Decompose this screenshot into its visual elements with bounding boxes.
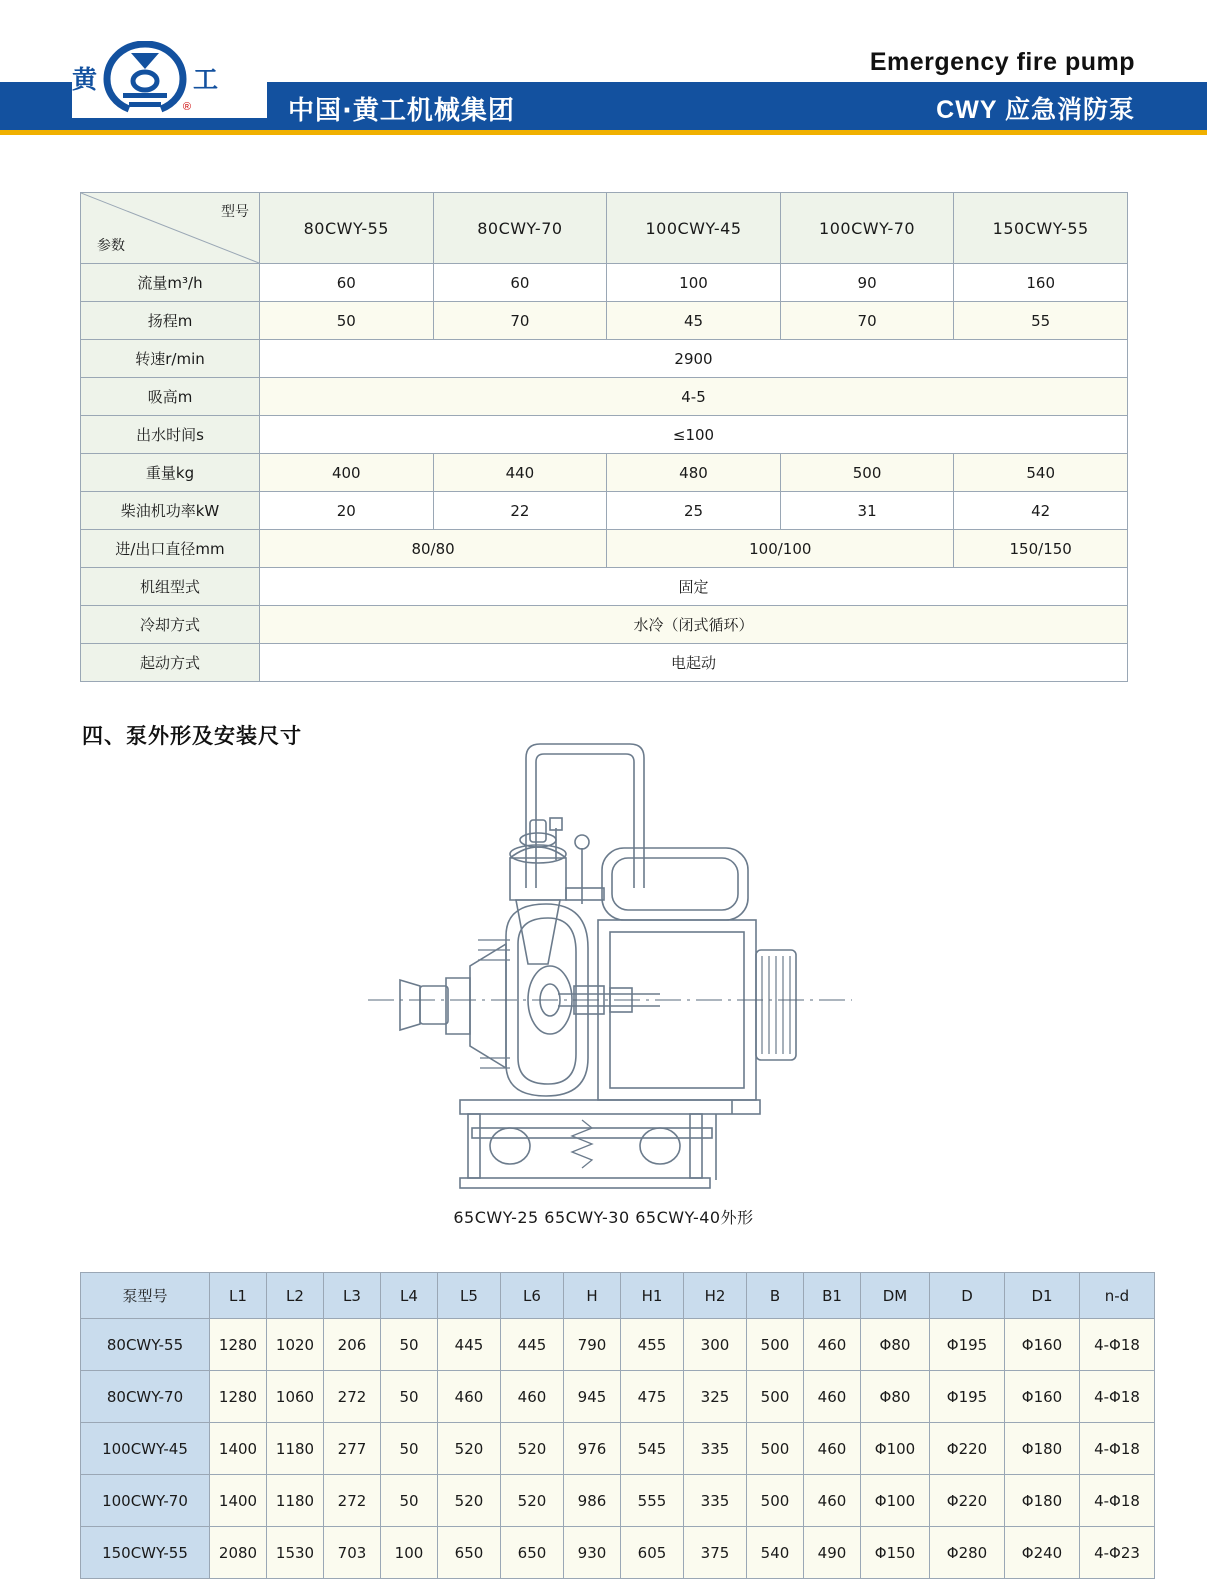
table-cell: 1060 (267, 1371, 324, 1423)
table-cell: 25 (607, 492, 781, 530)
model-header-2: 80CWY-70 (433, 193, 607, 264)
table-cell: Φ180 (1005, 1423, 1080, 1475)
table-cell: 1280 (210, 1319, 267, 1371)
table-cell: 45 (607, 302, 781, 340)
table-cell: 400 (260, 454, 434, 492)
company-logo (72, 38, 267, 118)
table-cell: 703 (324, 1527, 381, 1579)
corner-param-label: 参数 (97, 238, 125, 254)
table-cell: 1020 (267, 1319, 324, 1371)
column-header-h2: H2 (684, 1273, 747, 1319)
table-cell: 4-Φ18 (1080, 1423, 1155, 1475)
table-cell: 500 (780, 454, 954, 492)
table-cell: 电起动 (260, 644, 1128, 682)
table-cell: 976 (564, 1423, 621, 1475)
table-cell: 455 (621, 1319, 684, 1371)
table-row (81, 454, 1128, 492)
table-cell: 540 (954, 454, 1128, 492)
table-cell: 1280 (210, 1371, 267, 1423)
table-cell: Φ150 (861, 1527, 930, 1579)
table-cell: 930 (564, 1527, 621, 1579)
table-row (81, 416, 1128, 454)
table-cell: Φ240 (1005, 1527, 1080, 1579)
table-cell: 水冷（闭式循环） (260, 606, 1128, 644)
table-cell: 1180 (267, 1475, 324, 1527)
table-row (81, 1319, 1155, 1371)
table-cell: Φ80 (861, 1371, 930, 1423)
param-label-cell: 进/出口直径mm (81, 530, 260, 568)
table-cell: 445 (438, 1319, 501, 1371)
param-label-cell: 流量m³/h (81, 264, 260, 302)
table-cell: 520 (501, 1475, 564, 1527)
table-cell: 70 (433, 302, 607, 340)
table-cell: 445 (501, 1319, 564, 1371)
table-cell: Φ160 (1005, 1319, 1080, 1371)
table-row (81, 1475, 1155, 1527)
table-cell: 555 (621, 1475, 684, 1527)
table-cell: 206 (324, 1319, 381, 1371)
table-cell: Φ280 (930, 1527, 1005, 1579)
logo-left-char: 黄 (72, 67, 98, 94)
logo-right-char: 工 (193, 67, 219, 94)
table-cell: 335 (684, 1423, 747, 1475)
table-cell: 500 (747, 1475, 804, 1527)
param-label-cell: 柴油机功率kW (81, 492, 260, 530)
table-cell: 固定 (260, 568, 1128, 606)
table-cell: 490 (804, 1527, 861, 1579)
row-model-cell: 150CWY-55 (81, 1527, 210, 1579)
table-cell: 22 (433, 492, 607, 530)
param-label-cell: 转速r/min (81, 340, 260, 378)
table-row (81, 1371, 1155, 1423)
table-cell: 520 (438, 1423, 501, 1475)
dimensions-table-body (81, 1319, 1155, 1579)
column-header-d: D (930, 1273, 1005, 1319)
section-title: 四、泵外形及安装尺寸 (82, 724, 302, 748)
table-cell: 50 (260, 302, 434, 340)
column-header-h: H (564, 1273, 621, 1319)
logo-emblem-icon (101, 41, 192, 115)
table-cell: Φ195 (930, 1319, 1005, 1371)
table-cell: 42 (954, 492, 1128, 530)
table-cell: 20 (260, 492, 434, 530)
brand-name-cn: 中国·黄工机械集团 (288, 96, 515, 126)
table-cell: 4-Φ18 (1080, 1475, 1155, 1527)
table-cell: 460 (804, 1475, 861, 1527)
table-row (81, 378, 1128, 416)
column-header-model: 泵型号 (81, 1273, 210, 1319)
table-cell: 460 (804, 1371, 861, 1423)
table-cell: ≤100 (260, 416, 1128, 454)
column-header-l3: L3 (324, 1273, 381, 1319)
table-cell: 500 (747, 1319, 804, 1371)
table-cell: 4-5 (260, 378, 1128, 416)
table-cell: 4-Φ23 (1080, 1527, 1155, 1579)
table-cell: 300 (684, 1319, 747, 1371)
table-cell: 375 (684, 1527, 747, 1579)
registered-mark-icon: ® (182, 101, 192, 113)
corner-model-label: 型号 (221, 204, 249, 220)
column-header-d1: D1 (1005, 1273, 1080, 1319)
table-cell: 90 (780, 264, 954, 302)
table-cell: Φ80 (861, 1319, 930, 1371)
specifications-table (80, 192, 1128, 682)
table-cell: 60 (260, 264, 434, 302)
table-cell: Φ100 (861, 1423, 930, 1475)
table-cell: 272 (324, 1475, 381, 1527)
table-row (81, 644, 1128, 682)
header-title-en: Emergency fire pump (869, 48, 1135, 76)
dimensions-table-head (81, 1273, 1155, 1319)
table-cell: Φ160 (1005, 1371, 1080, 1423)
table-row (81, 340, 1128, 378)
table-cell: 50 (381, 1371, 438, 1423)
table-cell: Φ195 (930, 1371, 1005, 1423)
column-header-dm: DM (861, 1273, 930, 1319)
table-cell: 475 (621, 1371, 684, 1423)
column-header-l2: L2 (267, 1273, 324, 1319)
table-row (81, 568, 1128, 606)
header-yellow-underline (0, 130, 1207, 135)
table-cell: 500 (747, 1371, 804, 1423)
table-row (81, 492, 1128, 530)
column-header-l6: L6 (501, 1273, 564, 1319)
table-cell: 650 (501, 1527, 564, 1579)
table-cell: 520 (438, 1475, 501, 1527)
table-row (81, 530, 1128, 568)
table-header-row (81, 193, 1128, 264)
table-cell: 460 (804, 1423, 861, 1475)
table-cell: 31 (780, 492, 954, 530)
table-cell: 1180 (267, 1423, 324, 1475)
table-cell: 605 (621, 1527, 684, 1579)
specifications-table-body (81, 193, 1128, 682)
table-cell: Φ220 (930, 1423, 1005, 1475)
table-cell: 440 (433, 454, 607, 492)
table-cell: 945 (564, 1371, 621, 1423)
table-cell: 335 (684, 1475, 747, 1527)
table-cell: 545 (621, 1423, 684, 1475)
table-cell: Φ180 (1005, 1475, 1080, 1527)
table-cell: 50 (381, 1423, 438, 1475)
model-header-1: 80CWY-55 (260, 193, 434, 264)
table-row (81, 264, 1128, 302)
table-cell: 4-Φ18 (1080, 1319, 1155, 1371)
page-header (0, 0, 1207, 140)
table-cell: 272 (324, 1371, 381, 1423)
table-row (81, 606, 1128, 644)
table-cell: 50 (381, 1319, 438, 1371)
column-header-l4: L4 (381, 1273, 438, 1319)
row-model-cell: 80CWY-70 (81, 1371, 210, 1423)
table-cell: 986 (564, 1475, 621, 1527)
row-model-cell: 100CWY-45 (81, 1423, 210, 1475)
table-cell: 1400 (210, 1475, 267, 1527)
column-header-l1: L1 (210, 1273, 267, 1319)
table-header-row (81, 1273, 1155, 1319)
table-row (81, 1423, 1155, 1475)
model-header-4: 100CWY-70 (780, 193, 954, 264)
header-series-title: CWY 应急消防泵 (936, 96, 1135, 124)
table-cell: Φ100 (861, 1475, 930, 1527)
table-row (81, 302, 1128, 340)
table-cell: 325 (684, 1371, 747, 1423)
table-cell: 100 (381, 1527, 438, 1579)
table-cell: 460 (501, 1371, 564, 1423)
table-cell: 460 (804, 1319, 861, 1371)
table-cell: 1400 (210, 1423, 267, 1475)
table-corner-cell (81, 193, 260, 264)
table-cell: 2900 (260, 340, 1128, 378)
table-cell: 540 (747, 1527, 804, 1579)
table-cell: 160 (954, 264, 1128, 302)
pump-outline-drawing (360, 728, 860, 1198)
table-cell: 1530 (267, 1527, 324, 1579)
table-row (81, 1527, 1155, 1579)
param-label-cell: 出水时间s (81, 416, 260, 454)
column-header-h1: H1 (621, 1273, 684, 1319)
table-cell: 100/100 (607, 530, 954, 568)
table-cell: 520 (501, 1423, 564, 1475)
column-header-l5: L5 (438, 1273, 501, 1319)
param-label-cell: 冷却方式 (81, 606, 260, 644)
table-cell: 650 (438, 1527, 501, 1579)
param-label-cell: 起动方式 (81, 644, 260, 682)
param-label-cell: 扬程m (81, 302, 260, 340)
table-cell: 480 (607, 454, 781, 492)
table-cell: 2080 (210, 1527, 267, 1579)
table-cell: 460 (438, 1371, 501, 1423)
dimensions-table (80, 1272, 1155, 1579)
param-label-cell: 吸高m (81, 378, 260, 416)
table-cell: 60 (433, 264, 607, 302)
model-header-5: 150CWY-55 (954, 193, 1128, 264)
table-cell: 55 (954, 302, 1128, 340)
table-cell: 150/150 (954, 530, 1128, 568)
table-cell: 500 (747, 1423, 804, 1475)
table-cell: 277 (324, 1423, 381, 1475)
table-cell: 100 (607, 264, 781, 302)
table-cell: 790 (564, 1319, 621, 1371)
table-cell: 80/80 (260, 530, 607, 568)
column-header-b: B (747, 1273, 804, 1319)
table-cell: 4-Φ18 (1080, 1371, 1155, 1423)
drawing-caption: 65CWY-25 65CWY-30 65CWY-40外形 (453, 1208, 754, 1227)
table-cell: 70 (780, 302, 954, 340)
column-header-n-d: n-d (1080, 1273, 1155, 1319)
param-label-cell: 重量kg (81, 454, 260, 492)
column-header-b1: B1 (804, 1273, 861, 1319)
row-model-cell: 80CWY-55 (81, 1319, 210, 1371)
table-cell: Φ220 (930, 1475, 1005, 1527)
model-header-3: 100CWY-45 (607, 193, 781, 264)
table-cell: 50 (381, 1475, 438, 1527)
param-label-cell: 机组型式 (81, 568, 260, 606)
row-model-cell: 100CWY-70 (81, 1475, 210, 1527)
